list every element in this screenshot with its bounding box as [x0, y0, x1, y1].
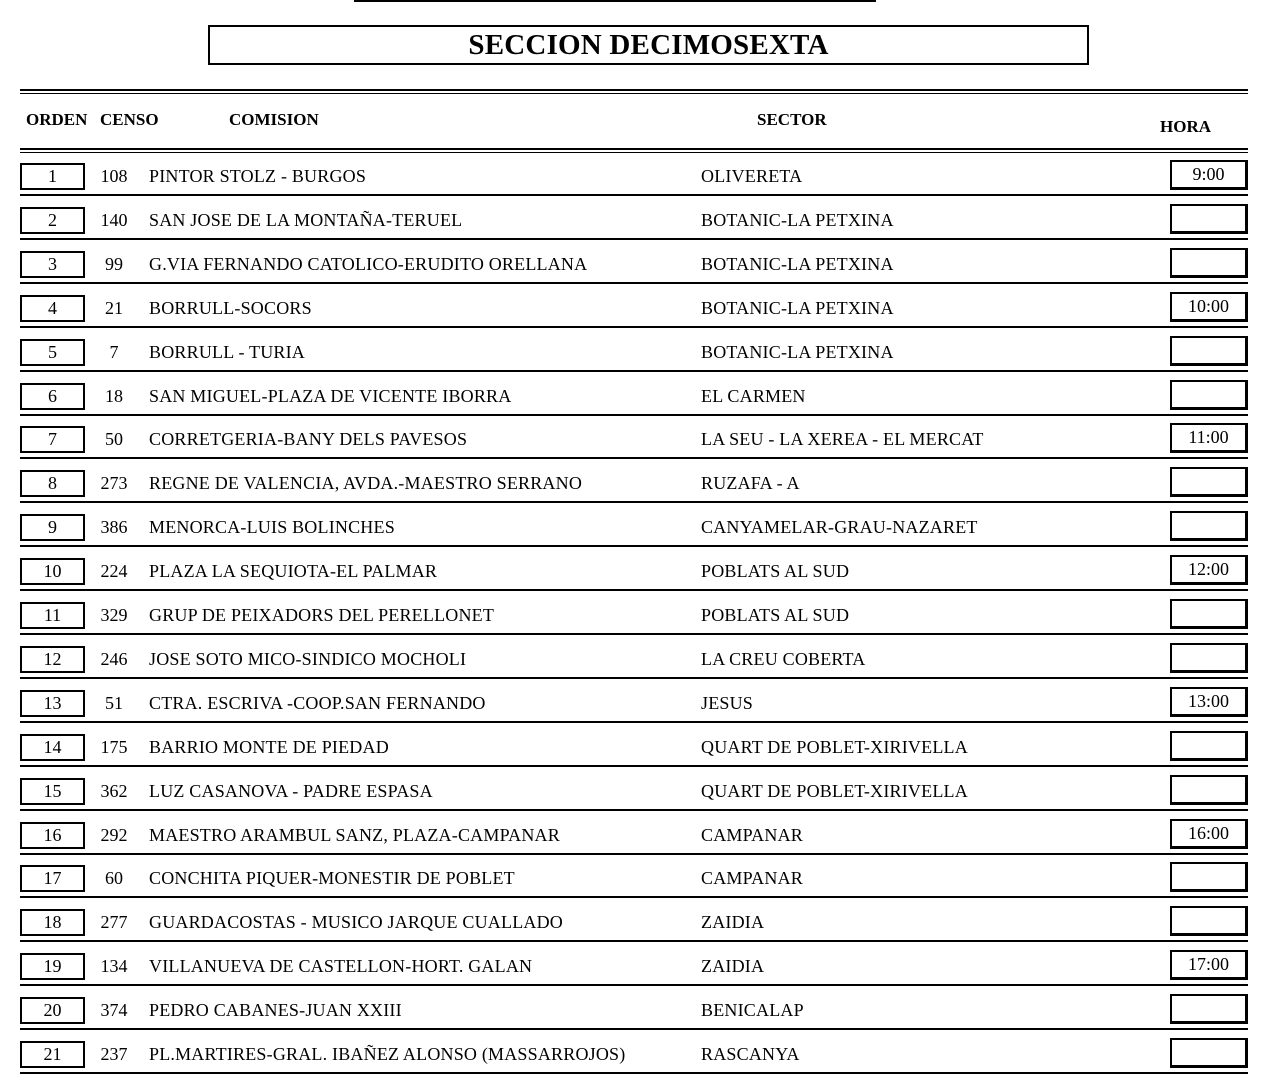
censo-cell: 292 [100, 824, 128, 845]
hora-cell: 9:00 [1170, 160, 1248, 190]
censo-cell: 18 [105, 385, 123, 406]
orden-cell: 9 [20, 514, 85, 541]
table-row [20, 153, 1248, 196]
row-divider [20, 633, 1248, 635]
hora-cell [1170, 336, 1248, 366]
table-row [20, 592, 1248, 635]
censo-cell: 51 [105, 692, 123, 713]
section-title: SECCION DECIMOSEXTA [208, 25, 1089, 65]
orden-cell: 1 [20, 163, 85, 190]
sector-cell: BOTANIC-LA PETXINA [701, 253, 894, 274]
hora-cell [1170, 731, 1248, 761]
orden-cell: 4 [20, 295, 85, 322]
orden-cell: 10 [20, 558, 85, 585]
table-row [20, 768, 1248, 811]
orden-cell: 6 [20, 383, 85, 410]
row-divider [20, 282, 1248, 284]
comision-cell: PL.MARTIRES-GRAL. IBAÑEZ ALONSO (MASSARROJOS) [149, 1044, 626, 1064]
table-row [20, 504, 1248, 547]
orden-cell: 19 [20, 953, 85, 980]
row-divider [20, 1072, 1248, 1074]
table-row [20, 943, 1248, 986]
orden-cell: 14 [20, 734, 85, 761]
sector-cell: BOTANIC-LA PETXINA [701, 341, 894, 362]
orden-cell: 13 [20, 690, 85, 717]
orden-cell: 3 [20, 251, 85, 278]
comision-cell: G.VIA FERNANDO CATOLICO-ERUDITO ORELLANA [149, 253, 588, 274]
orden-cell: 2 [20, 207, 85, 234]
comision-cell: MENORCA-LUIS BOLINCHES [149, 517, 395, 538]
orden-cell: 7 [20, 426, 85, 453]
row-divider [20, 545, 1248, 547]
table-row [20, 899, 1248, 942]
sector-cell: POBLATS AL SUD [701, 605, 850, 625]
comision-cell: VILLANUEVA DE CASTELLON-HORT. GALAN [149, 956, 533, 977]
orden-cell: 11 [20, 602, 85, 629]
table-row [20, 373, 1248, 416]
hora-cell [1170, 467, 1248, 497]
sector-cell: RUZAFA - A [701, 473, 800, 494]
row-divider [20, 1028, 1248, 1030]
censo-cell: 50 [105, 429, 123, 450]
censo-cell: 175 [100, 736, 128, 757]
sector-cell: BOTANIC-LA PETXINA [701, 209, 894, 230]
sector-cell: BENICALAP [701, 1000, 804, 1021]
censo-cell: 273 [100, 473, 128, 494]
table-row [20, 855, 1248, 898]
sector-cell: QUART DE POBLET-XIRIVELLA [701, 736, 968, 757]
comision-cell: SAN JOSE DE LA MONTAÑA-TERUEL [149, 209, 463, 230]
sector-cell: CANYAMELAR-GRAU-NAZARET [701, 517, 978, 538]
sector-cell: LA SEU - LA XEREA - EL MERCAT [701, 429, 984, 450]
comision-cell: BARRIO MONTE DE PIEDAD [149, 736, 389, 757]
comision-cell: GRUP DE PEIXADORS DEL PERELLONET [149, 605, 495, 625]
comision-cell: MAESTRO ARAMBUL SANZ, PLAZA-CAMPANAR [149, 824, 560, 845]
censo-cell: 237 [100, 1044, 128, 1064]
hora-cell: 17:00 [1170, 950, 1248, 980]
sector-cell: ZAIDIA [701, 912, 765, 933]
table-row [20, 241, 1248, 284]
orden-cell: 20 [20, 997, 85, 1024]
censo-cell: 21 [105, 297, 123, 318]
row-divider [20, 414, 1248, 416]
censo-cell: 329 [100, 605, 128, 625]
orden-cell: 12 [20, 646, 85, 673]
comision-cell: GUARDACOSTAS - MUSICO JARQUE CUALLADO [149, 912, 563, 933]
censo-cell: 386 [100, 517, 128, 538]
censo-cell: 374 [100, 1000, 128, 1021]
censo-cell: 7 [109, 341, 119, 362]
comision-cell: CORRETGERIA-BANY DELS PAVESOS [149, 429, 468, 450]
orden-cell: 5 [20, 339, 85, 366]
comision-cell: BORRULL - TURIA [149, 341, 305, 362]
table-row [20, 416, 1248, 459]
censo-cell: 108 [100, 166, 128, 186]
table-row [20, 636, 1248, 679]
table-row [20, 987, 1248, 1030]
hora-cell [1170, 994, 1248, 1024]
row-divider [20, 940, 1248, 942]
comision-cell: LUZ CASANOVA - PADRE ESPASA [149, 780, 433, 801]
table-row [20, 812, 1248, 855]
table-row [20, 680, 1248, 723]
header-comision: COMISION [229, 110, 319, 129]
table-row [20, 1031, 1248, 1074]
hora-cell [1170, 380, 1248, 410]
row-divider [20, 194, 1248, 196]
hora-cell [1170, 248, 1248, 278]
orden-cell: 18 [20, 909, 85, 936]
comision-cell: CTRA. ESCRIVA -COOP.SAN FERNANDO [149, 692, 486, 713]
censo-cell: 99 [105, 253, 123, 274]
sector-cell: CAMPANAR [701, 868, 803, 889]
table-row [20, 548, 1248, 591]
sector-cell: BOTANIC-LA PETXINA [701, 297, 894, 318]
comision-cell: PLAZA LA SEQUIOTA-EL PALMAR [149, 561, 438, 582]
hora-cell [1170, 511, 1248, 541]
orden-cell: 15 [20, 778, 85, 805]
hora-cell [1170, 599, 1248, 629]
table-row [20, 329, 1248, 372]
header-sector: SECTOR [757, 110, 827, 129]
hora-cell [1170, 204, 1248, 234]
row-divider [20, 721, 1248, 723]
comision-cell: PEDRO CABANES-JUAN XXIII [149, 1000, 402, 1021]
censo-cell: 60 [105, 868, 123, 889]
hora-cell: 16:00 [1170, 819, 1248, 849]
hora-cell: 13:00 [1170, 687, 1248, 717]
table-row [20, 197, 1248, 240]
hora-cell [1170, 906, 1248, 936]
censo-cell: 246 [100, 648, 128, 669]
row-divider [20, 457, 1248, 459]
top-rule [354, 0, 876, 2]
hora-cell [1170, 862, 1248, 892]
orden-cell: 8 [20, 470, 85, 497]
row-divider [20, 326, 1248, 328]
header-hora: HORA [1160, 117, 1211, 136]
row-divider [20, 370, 1248, 372]
comision-cell: SAN MIGUEL-PLAZA DE VICENTE IBORRA [149, 385, 512, 406]
header-censo: CENSO [100, 110, 159, 129]
row-divider [20, 809, 1248, 811]
orden-cell: 17 [20, 865, 85, 892]
row-divider [20, 765, 1248, 767]
row-divider [20, 589, 1248, 591]
hora-cell [1170, 1038, 1248, 1068]
comision-cell: PINTOR STOLZ - BURGOS [149, 166, 367, 186]
hora-cell: 12:00 [1170, 555, 1248, 585]
sector-cell: RASCANYA [701, 1044, 800, 1064]
table-row [20, 285, 1248, 328]
sector-cell: OLIVERETA [701, 166, 803, 186]
censo-cell: 224 [100, 561, 128, 582]
comision-cell: REGNE DE VALENCIA, AVDA.-MAESTRO SERRANO [149, 473, 583, 494]
comision-cell: BORRULL-SOCORS [149, 297, 312, 318]
sector-cell: LA CREU COBERTA [701, 648, 866, 669]
row-divider [20, 853, 1248, 855]
table-row [20, 724, 1248, 767]
comision-cell: JOSE SOTO MICO-SINDICO MOCHOLI [149, 648, 467, 669]
sector-cell: QUART DE POBLET-XIRIVELLA [701, 780, 968, 801]
row-divider [20, 677, 1248, 679]
header-orden: ORDEN [26, 110, 88, 129]
sector-cell: CAMPANAR [701, 824, 803, 845]
sector-cell: JESUS [701, 692, 754, 713]
header-top-rule [20, 89, 1248, 94]
censo-cell: 140 [100, 209, 128, 230]
row-divider [20, 501, 1248, 503]
orden-cell: 16 [20, 822, 85, 849]
sector-cell: ZAIDIA [701, 956, 765, 977]
sector-cell: EL CARMEN [701, 385, 806, 406]
row-divider [20, 984, 1248, 986]
hora-cell [1170, 775, 1248, 805]
row-divider [20, 896, 1248, 898]
censo-cell: 277 [100, 912, 128, 933]
table-row [20, 460, 1248, 503]
row-divider [20, 238, 1248, 240]
hora-cell [1170, 643, 1248, 673]
comision-cell: CONCHITA PIQUER-MONESTIR DE POBLET [149, 868, 515, 889]
censo-cell: 134 [100, 956, 128, 977]
sector-cell: POBLATS AL SUD [701, 561, 850, 582]
hora-cell: 10:00 [1170, 292, 1248, 322]
censo-cell: 362 [100, 780, 128, 801]
hora-cell: 11:00 [1170, 423, 1248, 453]
orden-cell: 21 [20, 1041, 85, 1068]
